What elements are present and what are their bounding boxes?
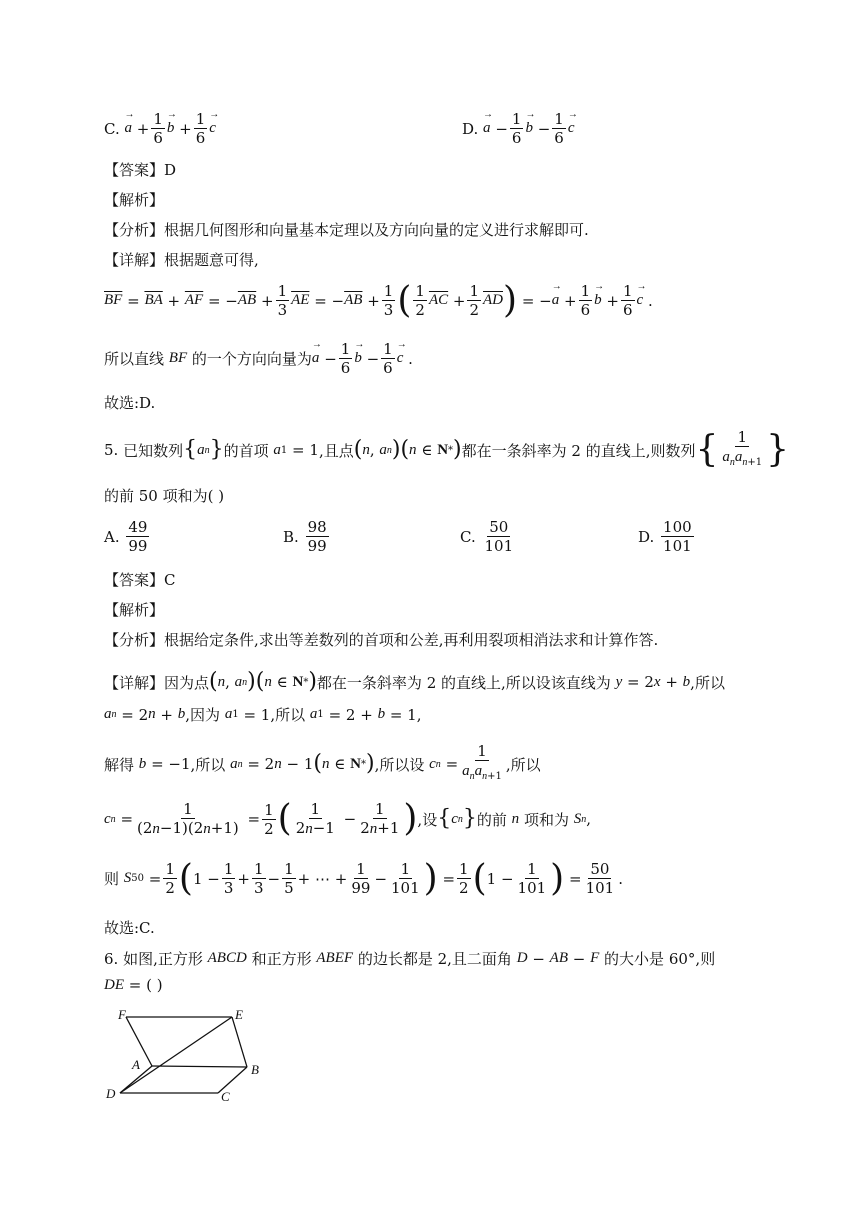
q5-jiexi: 【解析】 — [104, 601, 165, 619]
q6-stem-line2: DE = ( ) — [104, 976, 163, 994]
edge-DE — [120, 1017, 232, 1093]
q5-xiangjie-2: a n = 2 n + b ,因为 a 1 = 1 ,所以 a 1 = 2 + b = 1, — [104, 705, 422, 724]
label-C: C — [221, 1089, 230, 1104]
q6-stem: 6. 如图,正方形 ABCD 和正方形 ABEF 的边长都是 2,且二面角 D − AB − F 的大小是 60° ,则 — [104, 949, 716, 968]
q4-guxuan: 故选:D. — [104, 394, 156, 412]
label-F: F — [118, 1007, 126, 1022]
label-D: D — [106, 1086, 116, 1101]
q4-direction-vector: 所以直线 BF 的一个方向向量为 → a − $\frac{1}{6}$ → b − $\frac{1}{6}$ → c . — [104, 340, 413, 377]
edge-EB — [232, 1017, 247, 1067]
q5-fenxi: 【分析】根据给定条件,求出等差数列的首项和公差,再利用裂项相消法求和计算作答. — [104, 631, 659, 649]
q4-fenxi: 【分析】根据几何图形和向量基本定理以及方向向量的定义进行求解即可. — [104, 221, 589, 239]
label-B: B — [251, 1062, 259, 1077]
q5-option-d: D. $\frac{100}{101}$ — [638, 518, 692, 555]
q5-guxuan: 故选:C. — [104, 919, 155, 937]
q5-option-b: B. $\frac{98}{99}$ — [283, 518, 327, 555]
q5-stem: 5. 已知数列 { a n } 的首项 a 1 = 1 ,且点 ( n , a n ) ( n ∈ N * ) 都在一条斜率为 2 的直线上,则数列 { $\frac{1}{a_na_{n+1}}$ } — [104, 428, 790, 470]
label-A: A — [132, 1057, 140, 1072]
q5-option-c: C. $\frac{50}{101}$ — [460, 518, 514, 555]
q5-xiangjie-1: 【详解】因为点 ( n , a n ) ( n ∈ N * ) 都在一条斜率为 2 的直线上,所以设该直线为 y = 2 x + b ,所以 — [104, 669, 725, 694]
q4-option-c: C. → a + $\frac{1}{6}$ → b + $\frac{1}{6}$ → c — [104, 110, 216, 147]
q5-answer: 【答案】C — [104, 571, 176, 589]
q5-xiangjie-3: 解得 b = −1 ,所以 a n = 2 n − 1 ( n ∈ N * ) ,所以设 c n = $\frac{1}{a_na_{n+1}}$ ,所以 — [104, 742, 541, 782]
q5-xiangjie-4: c n = $\frac{1}{(2n-1)(2n+1)}$ = $\frac{1}{2}$ ( $\frac{1}{2n-1}$ − $\frac{1}{2n+1}$ ) ,设 { c n } 的前 n 项和为 S n , — [104, 798, 592, 839]
q4-vector-equation: $\overline{BF}$ = $\overline{BA}$ + $\overline{AF}$ = − $\overline{AB}$ + $\frac{1}{3}$ $\overline{AE}$ = − $\overline{AB}$ + $\frac{1}{3}$ ( $\frac{1}{2}$ $\overline{AC}$ + $\frac{1}{2}$ $\overline{AD}$ ) = − → a + $\frac{1}{6}$ → b + $\frac{1}{6}$ → c . — [104, 282, 653, 319]
q4-xiangjie: 【详解】根据题意可得, — [104, 251, 259, 269]
q4-option-d: D. → a − $\frac{1}{6}$ → b − $\frac{1}{6}$ → c — [462, 110, 575, 147]
edge-AB — [152, 1066, 247, 1067]
q4-answer: 【答案】D — [104, 161, 177, 179]
q5-sum: 则 S 50 = $\frac{1}{2}$ ( 1 − $\frac{1}{3}$ + $\frac{1}{3}$ − $\frac{1}{5}$ + ⋯ + $\frac{1}{99}$ − $\frac{1}{101}$ ) = $\frac{1}{2}$ ( 1 − $\frac{1}{101}$ ) = $\frac{50}{101}$ . — [104, 857, 623, 899]
label-E: E — [235, 1007, 243, 1022]
q6-figure — [104, 1005, 274, 1105]
q4-jiexi: 【解析】 — [104, 191, 165, 209]
q5-option-a: A. $\frac{49}{99}$ — [104, 518, 148, 555]
q5-stem-end: 的前 50 项和为( ) — [104, 487, 225, 505]
